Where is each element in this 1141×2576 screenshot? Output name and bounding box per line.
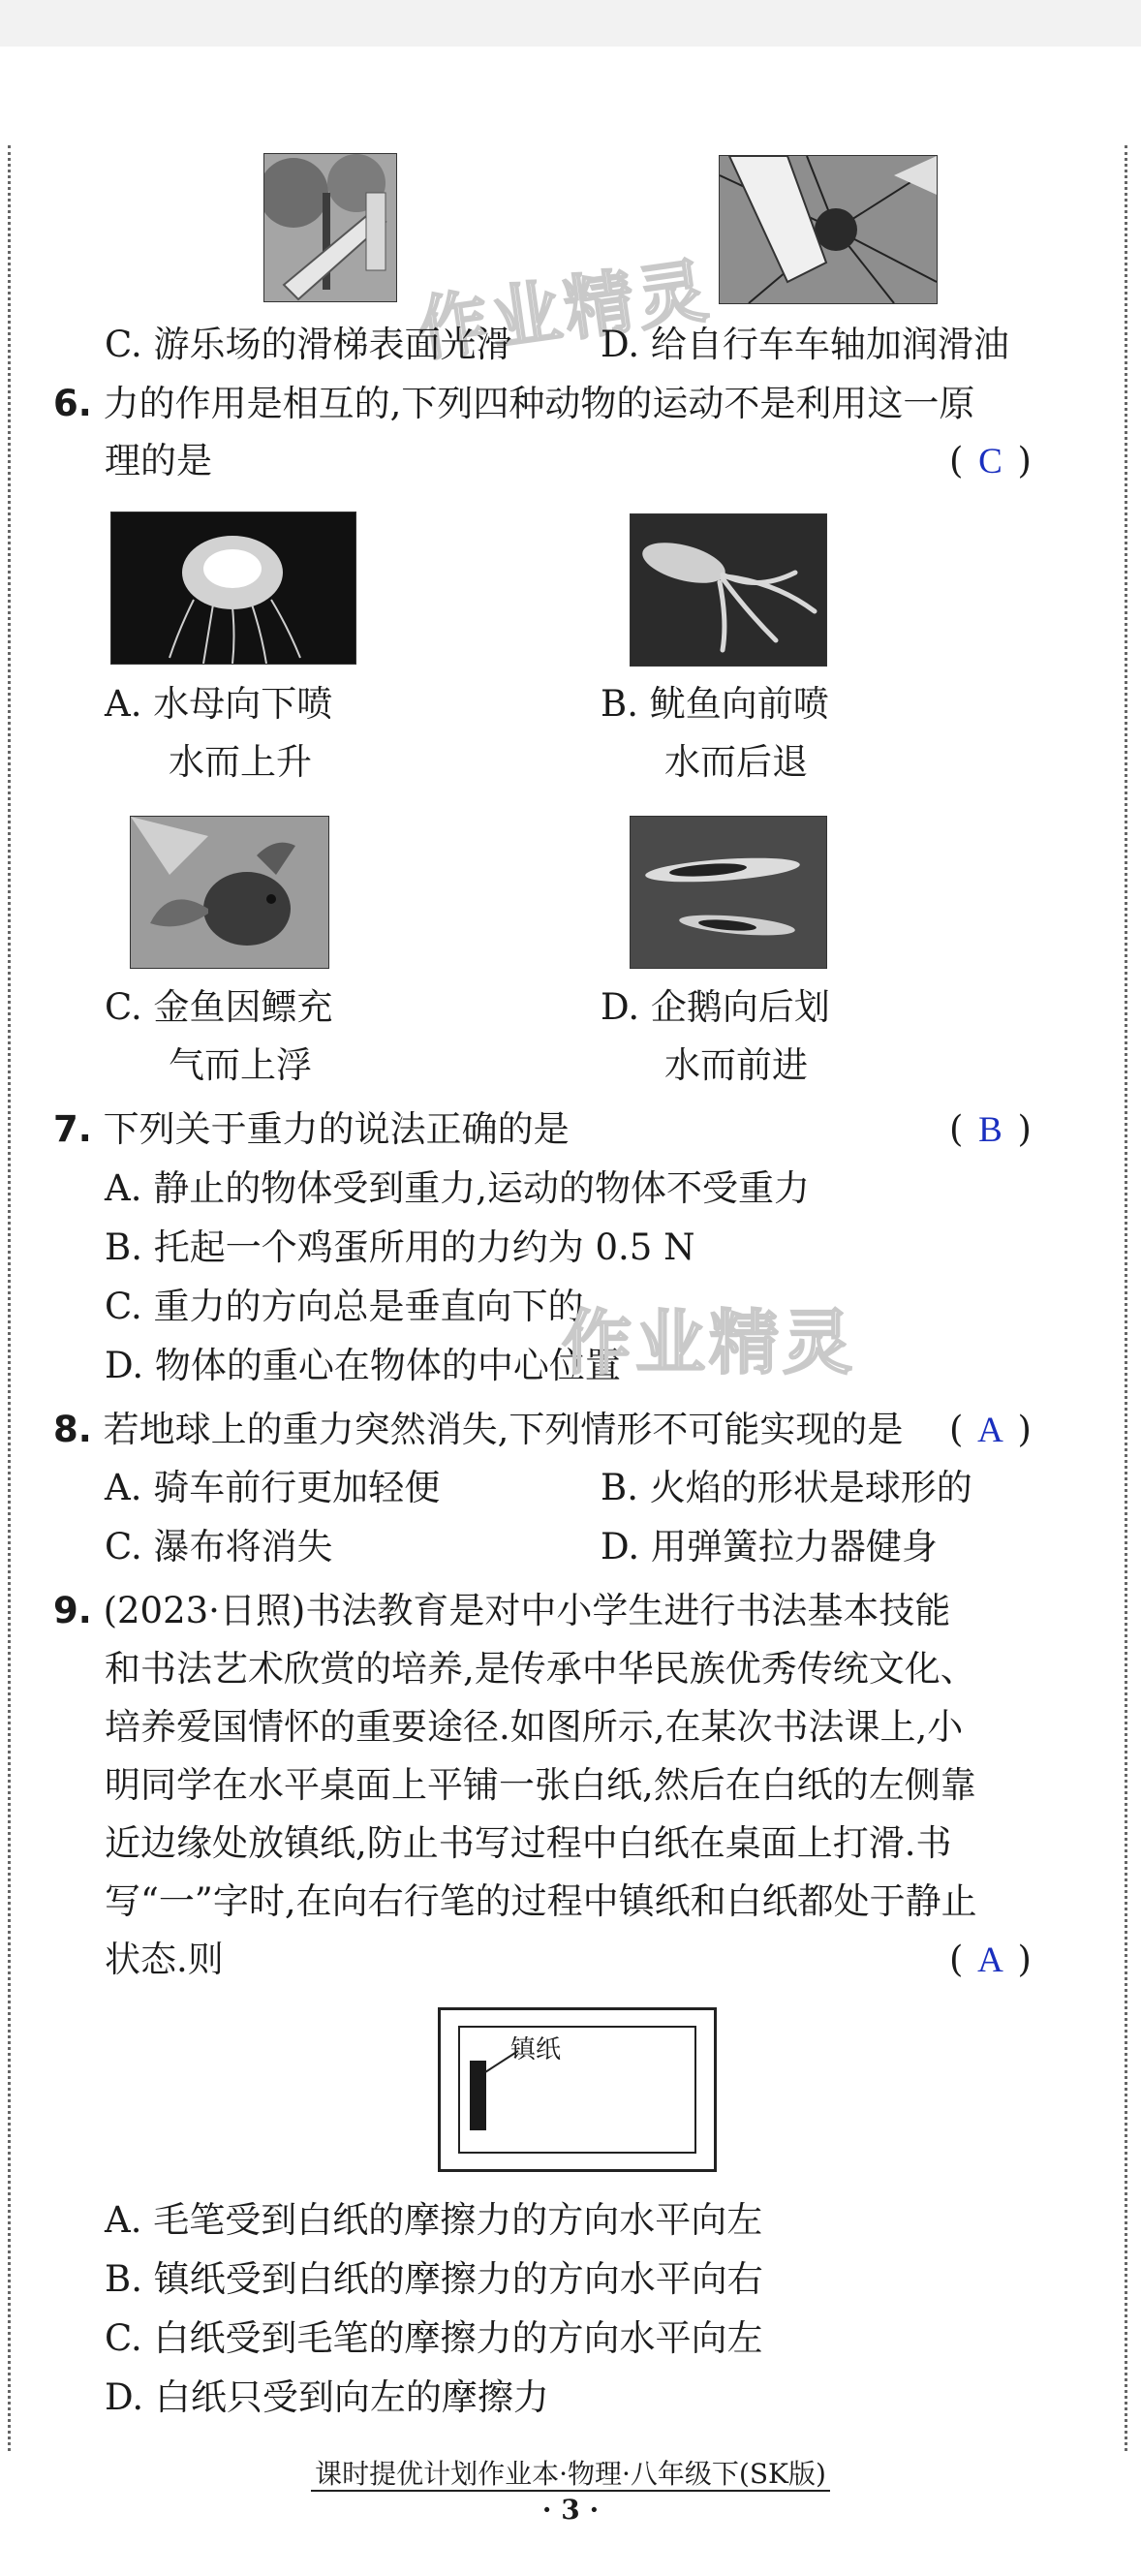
q7-stem-text: 下列关于重力的说法正确的是 (103, 1108, 570, 1150)
q7-option-d: D. 物体的重心在物体的中心位置 (105, 1345, 621, 1386)
q7-answer-bracket: ( B ) (949, 1107, 1032, 1153)
q9-stem-line2: 和书法艺术欣赏的培养,是传承中华民族优秀传统文化、 (105, 1648, 976, 1690)
q6-stem-line1 (53, 382, 974, 426)
q6-number: 6. (53, 383, 92, 424)
q9-stem-line5: 近边缘处放镇纸,防止书写过程中白纸在桌面上打滑.书 (105, 1822, 952, 1864)
q8-answer: A (977, 1411, 1003, 1450)
q6-option-a-line2: 水而上升 (169, 741, 312, 783)
q9-option-c: C. 白纸受到毛笔的摩擦力的方向水平向左 (105, 2317, 763, 2359)
q8-option-c: C. 瀑布将消失 (105, 1526, 333, 1567)
q9-stem-line6: 写“一”字时,在向右行笔的过程中镇纸和白纸都处于静止 (105, 1880, 977, 1922)
white-paper (458, 2026, 696, 2154)
q9-option-d: D. 白纸只受到向左的摩擦力 (105, 2376, 549, 2418)
footer-book-title (0, 2453, 1141, 2492)
q7-option-c: C. 重力的方向总是垂直向下的 (105, 1286, 584, 1327)
q7-number: 7. (53, 1108, 92, 1150)
q5-option-d: D. 给自行车车轴加润滑油 (601, 324, 1009, 365)
q6-option-b-line1: B. 鱿鱼向前喷 (601, 683, 829, 725)
goldfish-photo (130, 816, 329, 969)
q7-option-b: B. 托起一个鸡蛋所用的力约为 0.5 N (105, 1226, 695, 1268)
q9-number: 9. (53, 1590, 92, 1631)
q9-figure (438, 2007, 717, 2172)
q8-option-d: D. 用弹簧拉力器健身 (601, 1526, 938, 1567)
penguin-photo (630, 816, 827, 969)
squid-photo (630, 513, 827, 667)
q6-option-d-line2: 水而前进 (664, 1044, 808, 1086)
q8-stem (53, 1408, 903, 1452)
q6-option-c-line1: C. 金鱼因鳔充 (105, 986, 333, 1028)
q9-stem-line3: 培养爱国情怀的重要途径.如图所示,在某次书法课上,小 (105, 1706, 964, 1748)
q8-number: 8. (53, 1409, 92, 1450)
bicycle-axle-photo (719, 155, 938, 304)
q6-option-a-line1: A. 水母向下喷 (105, 683, 333, 725)
q8-stem-text: 若地球上的重力突然消失,下列情形不可能实现的是 (103, 1409, 904, 1450)
q9-answer: A (977, 1940, 1003, 1980)
q7-option-a: A. 静止的物体受到重力,运动的物体不受重力 (105, 1167, 811, 1209)
q6-answer-bracket: ( C ) (949, 439, 1032, 484)
q6-option-b-line2: 水而后退 (664, 741, 808, 783)
q6-answer: C (978, 442, 1002, 481)
slide-photo (263, 153, 397, 302)
q6-option-c-line2: 气而上浮 (169, 1044, 312, 1086)
scan-top-band (0, 0, 1141, 47)
q9-stem-text-1: (2023·日照)书法教育是对中小学生进行书法基本技能 (103, 1590, 951, 1631)
q5-option-c: C. 游乐场的滑梯表面光滑 (105, 324, 512, 365)
left-margin-dotted-line (8, 145, 11, 2451)
q9-stem-line4: 明同学在水平桌面上平铺一张白纸,然后在白纸的左侧靠 (105, 1764, 976, 1806)
watermark-top: 作业精灵 (413, 249, 717, 371)
q6-stem-line2: 理的是 (105, 440, 212, 481)
footer-book: 课时提优计划作业本·物理·八年级下(SK版) (311, 2458, 830, 2492)
footer-page-number: · 3 · (541, 2494, 600, 2526)
jellyfish-photo (110, 512, 356, 665)
paperweight-label: 镇纸 (510, 2035, 562, 2064)
right-margin-dotted-line (1125, 145, 1127, 2451)
q7-answer: B (978, 1110, 1002, 1150)
q9-option-b: B. 镇纸受到白纸的摩擦力的方向水平向右 (105, 2258, 763, 2300)
q9-answer-bracket: ( A ) (949, 1938, 1032, 1983)
q7-stem (53, 1107, 570, 1152)
watermark-middle: 作业精灵 (562, 1302, 857, 1383)
q9-option-a: A. 毛笔受到白纸的摩擦力的方向水平向左 (105, 2199, 763, 2241)
q9-stem-line7: 状态.则 (105, 1939, 224, 1980)
q6-stem-text: 力的作用是相互的,下列四种动物的运动不是利用这一原 (103, 383, 975, 424)
q8-option-b: B. 火焰的形状是球形的 (601, 1467, 972, 1508)
q8-answer-bracket: ( A ) (949, 1408, 1032, 1453)
q6-option-d-line1: D. 企鹅向后划 (601, 986, 830, 1028)
q8-option-a: A. 骑车前行更加轻便 (105, 1467, 441, 1508)
q9-stem-line1 (53, 1589, 950, 1633)
